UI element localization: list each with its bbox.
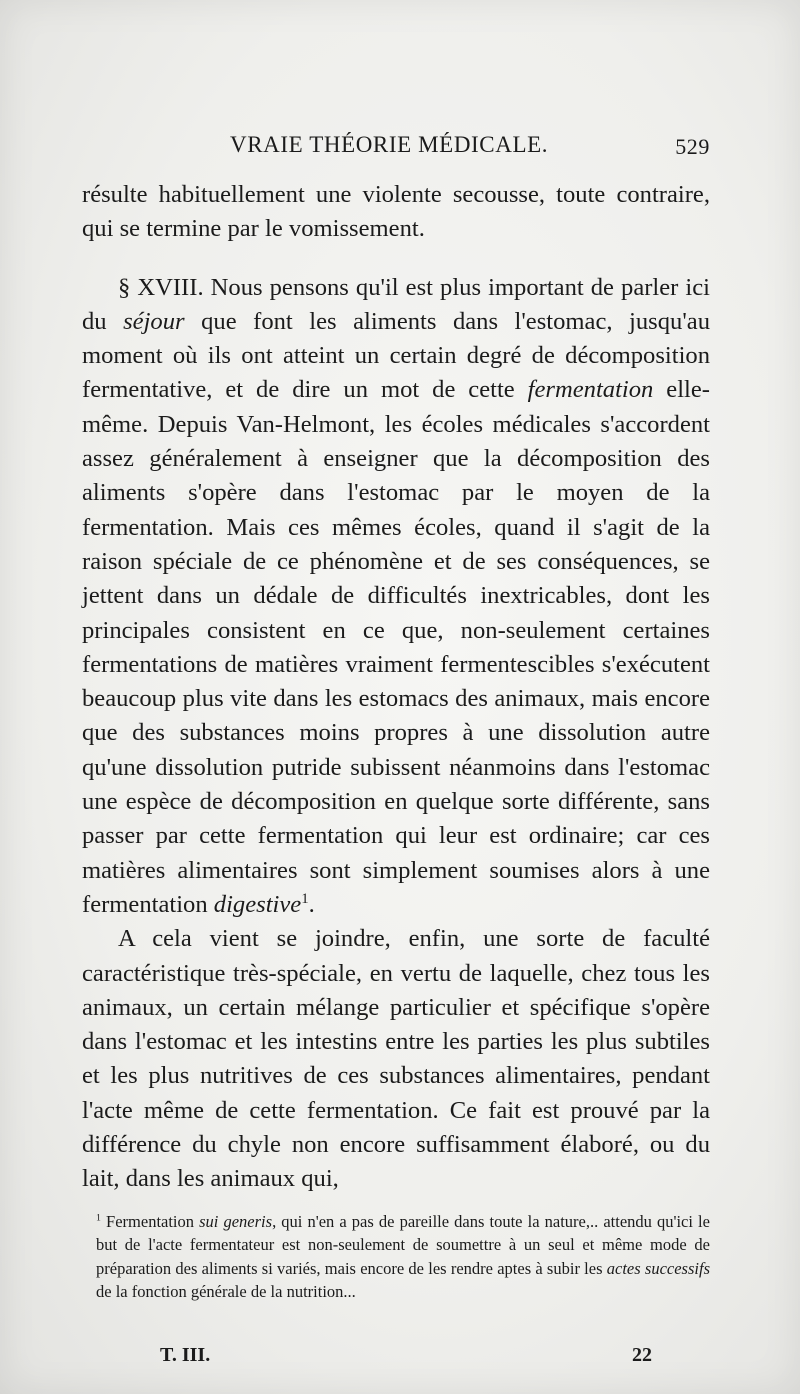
volume-label: T. III.: [160, 1344, 211, 1366]
footnote-text: Fermentation: [100, 1212, 200, 1231]
paragraph-text: Nous pensons qu'il est plus important de parler ici du: [82, 273, 710, 335]
footnote-marker: 1: [301, 890, 309, 907]
page-footer: [160, 1344, 652, 1370]
paragraph-text: elle-même. Depuis Van-Helmont, les écoles médicales s'accordent assez généralement à enseigner que la décomposition des aliments s'opère dans l'estomac par le moyen de la fermentation. Mais ces mêmes écoles, quand il s'agit de la raison spéciale de ce phénomène et de ses conséquences, se jettent dans un dédale de difficultés inextricables, dont les principales consistent en ce que, non-seulement certaines fermentations de matières vraiment fermentescibles s'exécutent beaucoup plus vite dans les estomacs des animaux, mais encore que des substances moins propres à une dissolution autre qu'une dissolution putride subissent néanmoins dans l'estomac une espèce de décomposition en quelque sorte différente, sans passer par cette fermentation qui leur est ordinaire; car ces matières alimentaires sont simplement soumises alors à une fermentation: [82, 376, 710, 918]
paragraph-section-xviii: [82, 271, 710, 923]
running-title: VRAIE THÉORIE MÉDICALE.: [230, 132, 549, 157]
emphasis-sejour: séjour: [123, 307, 185, 335]
paragraph-text: A cela vient se joindre, enfin, une sorte de faculté caractéristique très-spéciale, en vertu de laquelle, chez tous les animaux, un certain mélange particulier et spécifique s'opère dans l'estomac et les intestins entre les parties les plus subtiles et les plus nutritives de ces substances alimentaires, pendant l'acte même de cette fermentation. Ce fait est prouvé par la différence du chyle non encore suffisamment élaboré, ou du lait, dans les animaux qui,: [82, 925, 710, 1193]
paragraph-continuation: [82, 178, 710, 247]
running-header: [82, 128, 710, 164]
section-heading: § XVIII.: [118, 273, 204, 301]
footnote-number: 1: [96, 1212, 101, 1224]
emphasis-digestive: digestive: [213, 890, 302, 918]
footnote-emphasis-sui-generis: sui generis: [199, 1212, 273, 1231]
signature-mark: 22: [632, 1344, 652, 1366]
page-number: 529: [675, 134, 710, 159]
main-text: [82, 178, 710, 1197]
footnote-emphasis-actes: actes successifs: [606, 1258, 710, 1278]
footnote-text: , qui n'en a pas de pareille dans toute la nature,.. attendu qu'ici le but de l'acte fermentateur est non-seulement de soumettre à un seul et même mode de préparation des aliments si variés, mais encore de les rendre aptes à subir les: [96, 1212, 710, 1278]
paragraph-text: résulte habituellement une violente secousse, toute contraire, qui se termine par le vomissement.: [82, 181, 710, 243]
emphasis-fermentation: fermentation: [527, 376, 654, 404]
footnote-text: de la fonction générale de la nutrition...: [96, 1281, 356, 1301]
footnote: [96, 1210, 710, 1303]
paragraph-faculte: [82, 922, 710, 1196]
paragraph-text: que font les aliments dans l'estomac, jusqu'au moment où ils ont atteint un certain degré de décomposition fermentative, et de dire un mot de cette: [82, 307, 710, 404]
paragraph-text: .: [308, 890, 315, 918]
